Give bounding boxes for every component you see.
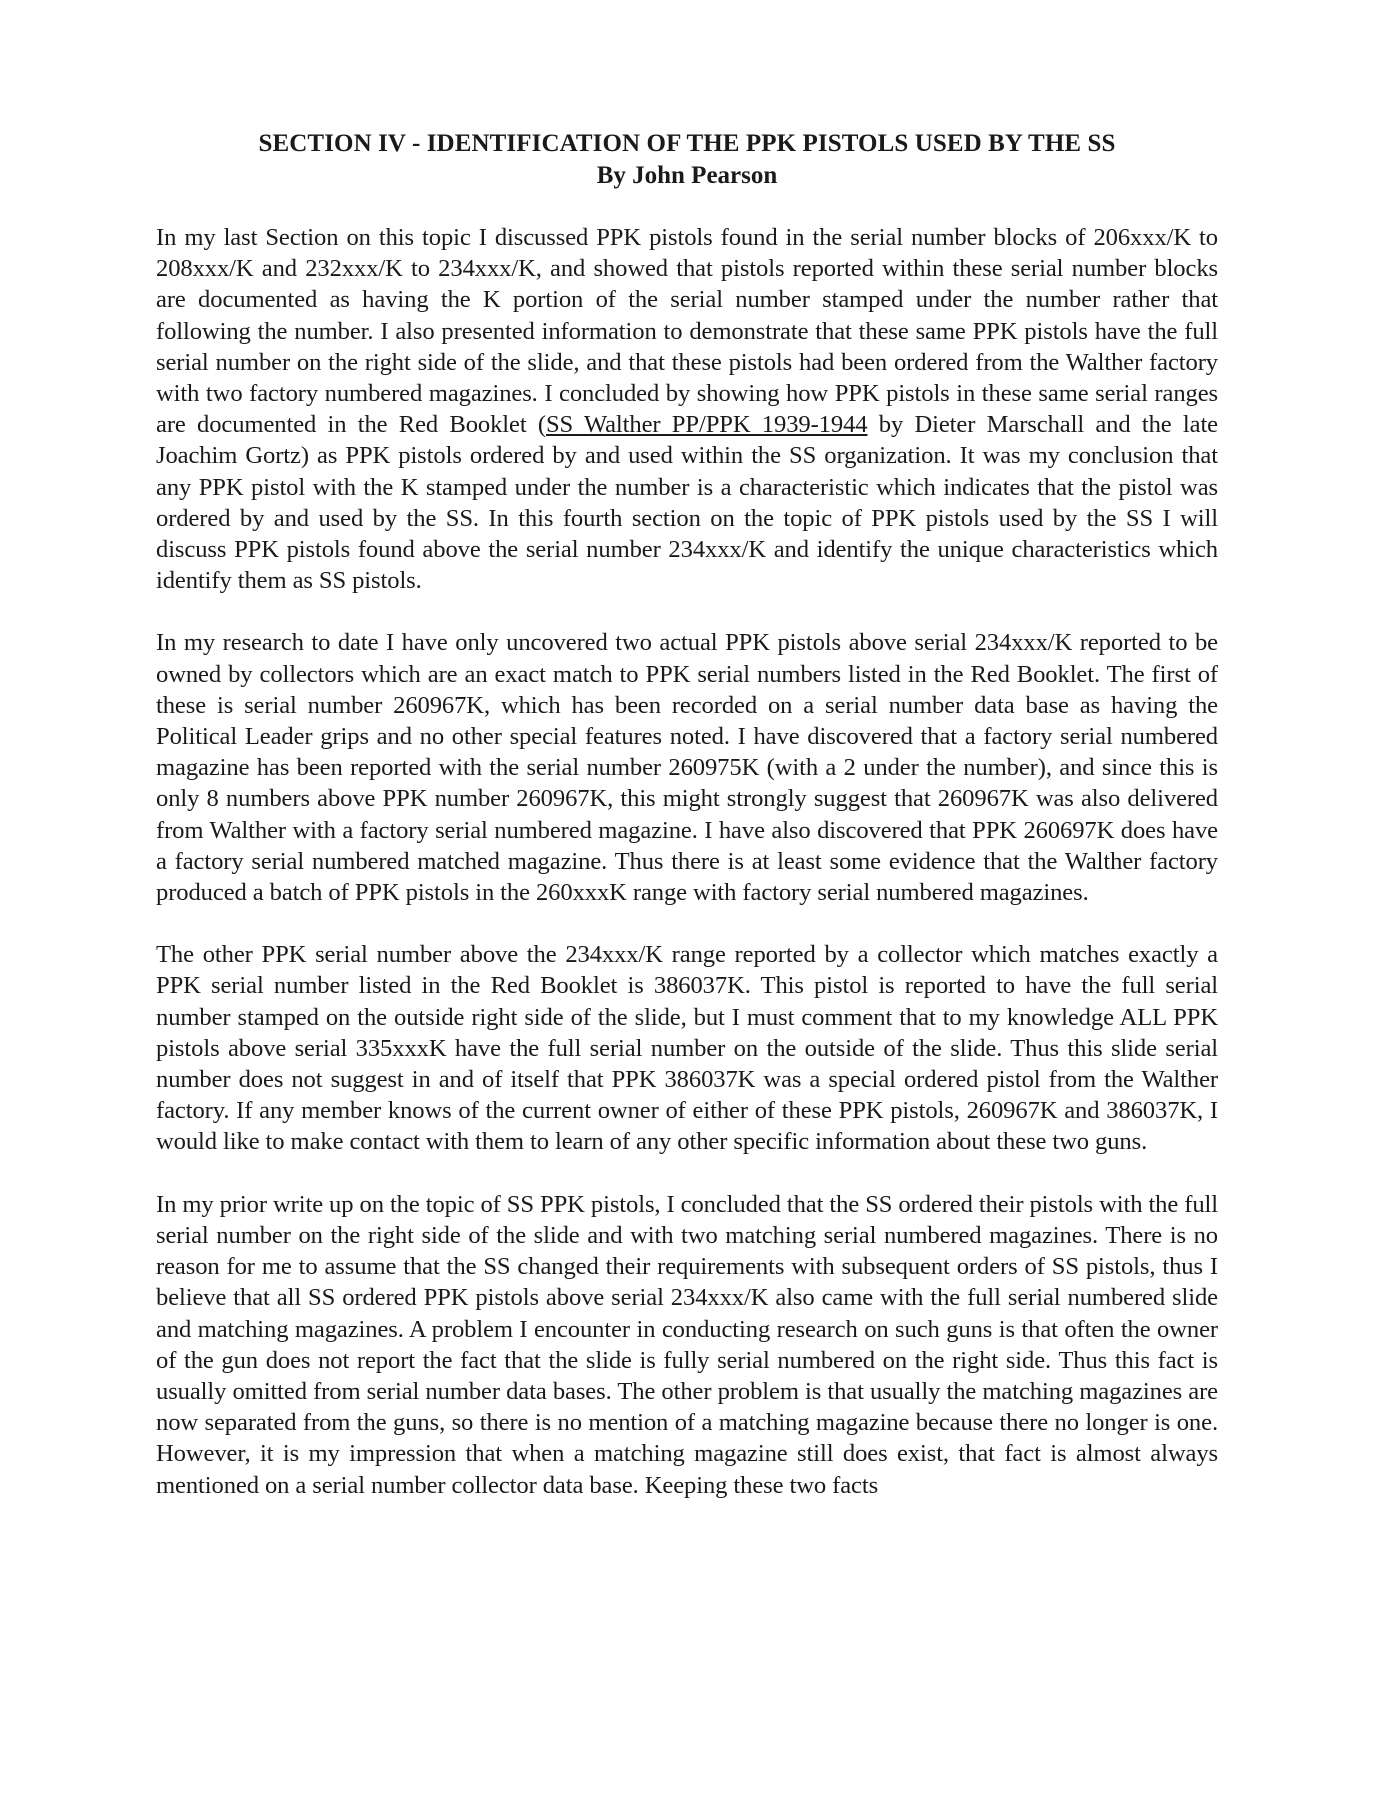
author-byline: By John Pearson (596, 162, 778, 189)
paragraph-3: The other PPK serial number above the 234xxx/K range reported by a collector which matches exactly a PPK serial number listed in the Red Booklet is 386037K. This pistol is reported to have the full serial number stamped on the outside right side of the slide, but I must comment that to my knowledge ALL PPK pistols above serial 335xxxK have the full serial number on the outside of the slide. Thus this slide serial number does not suggest in and of itself that PPK 386037K was a special ordered pistol from the Walther factory. If any member knows of the current owner of either of these PPK pistols, 260967K and 386037K, I would like to make contact with them to learn of any other specific information about these two guns. (156, 941, 1218, 1156)
paragraph-1-part-2: by Dieter Marschall and the late Joachim Gortz) as PPK pistols ordered by and used within the SS organization. It was my conclusion that any PPK pistol with the K stamped under the number is a characteristic which indicates that the pistol was ordered by and used by the SS. In this fourth section on the topic of PPK pistols used by the SS I will discuss PPK pistols found above the serial number 234xxx/K and identify the unique characteristics which identify them as SS pistols. (156, 411, 1219, 595)
paragraph-1 (156, 222, 1218, 596)
paragraph-1-part-1: In my last Section on this topic I discussed PPK pistols found in the serial number blocks of 206xxx/K to 208xxx/K and 232xxx/K to 234xxx/K, and showed that pistols reported within these serial number blocks are documented as having the K portion of the serial number stamped under the number rather that following the number. I also presented information to demonstrate that these same PPK pistols have the full serial number on the right side of the slide, and that these pistols had been ordered from the Walther factory with two factory numbered magazines. I concluded by showing how PPK pistols in these same serial ranges are documented in the Red Booklet ( (156, 224, 1218, 439)
section-title: SECTION IV - IDENTIFICATION OF THE PPK PISTOLS USED BY THE SS (258, 130, 1116, 157)
paragraph-2: In my research to date I have only uncovered two actual PPK pistols above serial 234xxx/K reported to be owned by collectors which are an exact match to PPK serial numbers listed in the Red Booklet. The first of these is serial number 260967K, which has been recorded on a serial number data base as having the Political Leader grips and no other special features noted. I have discovered that a factory serial numbered magazine has been reported with the serial number 260975K (with a 2 under the number), and since this is only 8 numbers above PPK number 260967K, this might strongly suggest that 260967K was also delivered from Walther with a factory serial numbered magazine. I have also discovered that PPK 260697K does have a factory serial numbered matched magazine. Thus there is at least some evidence that the Walther factory produced a batch of PPK pistols in the 260xxxK range with factory serial numbered magazines. (156, 629, 1218, 907)
book-title: SS Walther PP/PPK 1939-1944 (545, 411, 868, 439)
document-page (156, 128, 1218, 1501)
paragraph-4: In my prior write up on the topic of SS PPK pistols, I concluded that the SS ordered their pistols with the full serial number on the right side of the slide and with two matching serial numbered magazines. There is no reason for me to assume that the SS changed their requirements with subsequent orders of SS pistols, thus I believe that all SS ordered PPK pistols above serial 234xxx/K also came with the full serial numbered slide and matching magazines. A problem I encounter in conducting research on such guns is that often the owner of the gun does not report the fact that the slide is fully serial numbered on the right side. Thus this fact is usually omitted from serial number data bases. The other problem is that usually the matching magazines are now separated from the guns, so there is no mention of a matching magazine because there no longer is one. However, it is my impression that when a matching magazine still does exist, that fact is almost always mentioned on a serial number collector data base. Keeping these two facts (156, 1190, 1218, 1499)
